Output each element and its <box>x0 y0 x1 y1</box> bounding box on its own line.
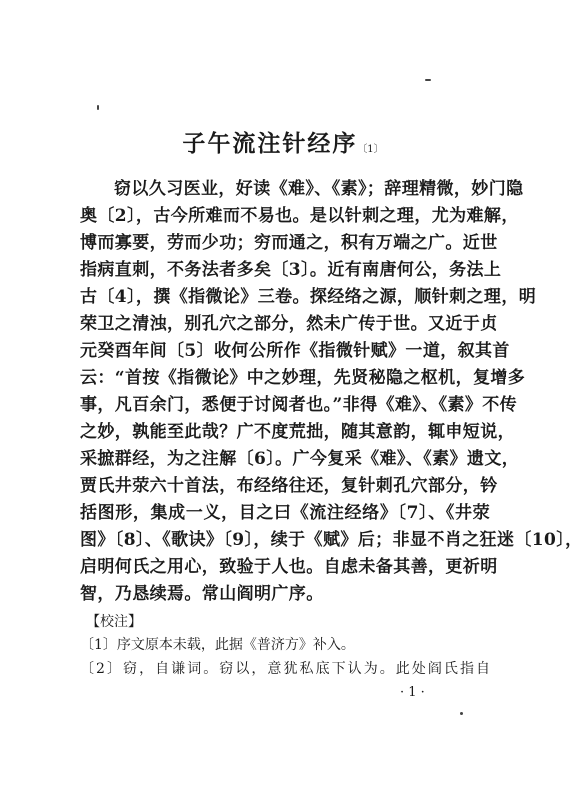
body-line: 窃以久习医业，好读《难》、《素》；辞理精微，妙门隐 <box>114 179 524 199</box>
speck-top-right <box>425 79 431 81</box>
body-line: 奥〔2〕，古今所难而不易也。是以针刺之理，尤为难解， <box>80 206 519 226</box>
body-line: 古〔4〕，撰《指微论》三卷。探经络之源，顺针刺之理，明 <box>80 287 537 307</box>
page-number: · 1 · <box>400 685 425 700</box>
speck-top-left <box>97 105 99 110</box>
body-line: 括图形，集成一义，目之曰《流注经络》〔7〕、《井荥 <box>80 503 490 523</box>
body-line: 事，凡百余门，悉便于讨阅者也。”非得《难》、《素》不传 <box>80 395 518 415</box>
body-line: 云：“首按《指微论》中之妙理，先贤秘隐之枢机，复增多 <box>80 368 526 388</box>
body-line: 采摭群经，为之注解〔6〕。广今复采《难》、《素》遗文， <box>80 449 520 469</box>
title-text: 子午流注针经序 <box>182 130 358 157</box>
body-line: 贾氏井荥六十首法，布经络往还，复针刺孔穴部分，钤 <box>80 476 498 496</box>
body-line: 博而寡要，劳而少功；穷而通之，积有万端之广。近世 <box>80 233 498 253</box>
title-note-marker: 〔1〕 <box>357 144 384 155</box>
speck-bottom-right <box>460 712 463 715</box>
notes-heading: 【校注】 <box>86 614 142 630</box>
note-line: 〔2〕窃，自谦词。窃以，意犹私底下认为。此处阎氏指自 <box>80 661 490 677</box>
body-line: 启明何氏之用心，致验于人也。自虑未备其善，更祈明 <box>80 557 498 577</box>
note-line: 〔1〕序文原本未载，此据《普济方》补入。 <box>80 637 355 653</box>
body-line: 之妙，孰能至此哉？广不度荒拙，随其意韵，辄申短说， <box>80 422 515 442</box>
body-line: 元癸酉年间〔5〕收何公所作《指微针赋》一道，叙其首 <box>80 341 510 361</box>
body-line: 图》〔8〕、《歌诀》〔9〕，续于《赋》后；非显不肖之狂迷〔10〕， <box>80 530 583 550</box>
page-title <box>0 128 566 160</box>
body-line: 智，乃恳续焉。常山阎明广序。 <box>80 584 324 604</box>
body-line: 指病直刺，不务法者多矣〔3〕。近有南唐何公，务法上 <box>80 260 502 280</box>
body-line: 荣卫之清浊，别孔穴之部分，然未广传于世。又近于贞 <box>80 314 498 334</box>
